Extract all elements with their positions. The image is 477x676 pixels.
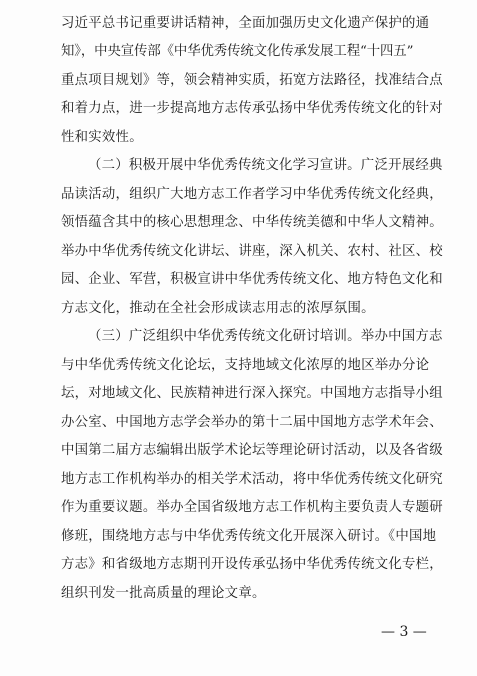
paragraph-1-line-2: 知》，中央宣传部《中华优秀传统文化传承发展工程“十四五” <box>61 44 414 59</box>
paragraph-1-line-1: 习近平总书记重要讲话精神，全面加强历史文化遗产保护的通 <box>61 16 430 31</box>
paragraph-2-line-1: （二）积极开展中华优秀传统文化学习宣讲。广泛开展经典 <box>88 158 443 173</box>
paragraph-3-line-2: 与中华优秀传统文化论坛，支持地域文化浓厚的地区举办分论 <box>61 358 430 373</box>
paragraph-3-line-6: 地方志工作机构举办的相关学术活动，将中华优秀传统文化研究 <box>61 472 443 487</box>
paragraph-3-line-4: 办公室、中国地方志学会举办的第十二届中国地方志学术年会、 <box>61 415 443 430</box>
paragraph-3-line-1: （三）广泛组织中华优秀传统文化研讨培训。举办中国方志 <box>88 329 443 344</box>
paragraph-3-line-10: 组织刊发一批高质量的理论文章。 <box>61 586 266 601</box>
paragraph-1-line-5: 性和实效性。 <box>61 130 143 145</box>
paragraph-2-line-3: 领悟蕴含其中的核心思想理念、中华传统美德和中华人文精神。 <box>61 215 443 230</box>
paragraph-1-line-4: 和着力点，进一步提高地方志传承弘扬中华优秀传统文化的针对 <box>61 101 443 116</box>
paragraph-2-line-4: 举办中华优秀传统文化讲坛、讲座，深入机关、农村、社区、校 <box>61 244 443 259</box>
paragraph-3-line-3: 坛，对地域文化、民族精神进行深入探究。中国地方志指导小组 <box>61 386 443 401</box>
paragraph-2-line-6: 方志文化，推动在全社会形成读志用志的浓厚氛围。 <box>61 301 375 316</box>
paragraph-1-line-3: 重点项目规划》等，领会精神实质，拓宽方法路径，找准结合点 <box>61 73 443 88</box>
paragraph-2-line-5: 园、企业、军营，积极宣讲中华优秀传统文化、地方特色文化和 <box>61 272 443 287</box>
paragraph-3-line-8: 修班，围绕地方志与中华优秀传统文化开展深入研讨。《中国地 <box>61 529 437 544</box>
page-number: — 3 — <box>381 624 427 640</box>
paragraph-3-line-7: 作为重要议题。举办全国省级地方志工作机构主要负责人专题研 <box>61 500 443 515</box>
paragraph-3-line-9: 方志》和省级地方志期刊开设传承弘扬中华优秀传统文化专栏， <box>61 557 443 572</box>
paragraph-2-line-2: 品读活动，组织广大地方志工作者学习中华优秀传统文化经典， <box>61 187 443 202</box>
paragraph-3-line-5: 中国第二届方志编辑出版学术论坛等理论研讨活动，以及各省级 <box>61 443 443 458</box>
